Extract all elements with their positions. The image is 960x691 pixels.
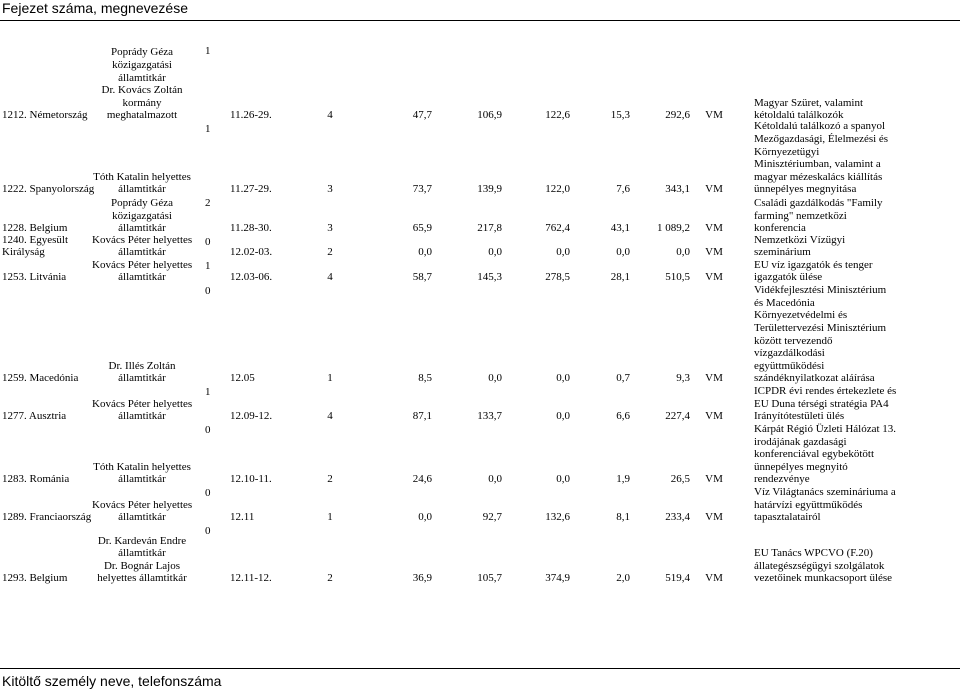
- value-3: 374,9: [545, 572, 570, 585]
- value-3: 122,0: [545, 183, 570, 196]
- value-5: 227,4: [665, 410, 690, 423]
- person-cell: [92, 461, 192, 486]
- note-cell-line: konferenciával egybekötött: [754, 448, 875, 461]
- note-cell-line: igazgatók ülése: [754, 271, 823, 284]
- note-cell: [754, 284, 958, 385]
- trip-count: 0: [205, 285, 211, 297]
- value-5: 0,0: [676, 246, 690, 259]
- note-cell-line: Minisztériumban, valamint a: [754, 158, 881, 171]
- country-cell: 1228. Belgium: [2, 222, 68, 235]
- value-2: 106,9: [477, 109, 502, 122]
- trip-count: 1: [205, 386, 211, 398]
- type-cell: VM: [705, 222, 723, 235]
- date-cell: 12.03-06.: [230, 271, 273, 284]
- type-cell: VM: [705, 511, 723, 524]
- person-cell: [92, 234, 192, 259]
- value-2: 145,3: [477, 271, 502, 284]
- value-4: 28,1: [610, 271, 630, 284]
- type-cell: VM: [705, 109, 723, 122]
- person-cell: [92, 46, 192, 122]
- value-5: 292,6: [665, 109, 690, 122]
- note-cell-line: Magyar Szüret, valamint: [754, 96, 864, 109]
- person-cell-line: kormány: [122, 96, 162, 109]
- person-cell: [92, 197, 192, 235]
- days-cell: 4: [327, 271, 333, 284]
- value-4: 15,3: [610, 109, 630, 122]
- date-cell: 12.02-03.: [230, 246, 273, 259]
- value-3: 0,0: [556, 473, 570, 486]
- note-cell-line: konferencia: [754, 222, 806, 235]
- days-cell: 2: [327, 473, 333, 486]
- note-cell-line: Családi gazdálkodás "Family: [754, 197, 883, 210]
- country-cell: 1293. Belgium: [2, 572, 68, 585]
- note-cell: [754, 486, 958, 524]
- note-cell-line: vezetőinek munkacsoport ülése: [754, 572, 893, 585]
- note-cell-line: EU Tanács WPCVO (F.20): [754, 547, 873, 560]
- days-cell: 1: [327, 372, 333, 385]
- date-cell: 12.11: [230, 511, 255, 524]
- type-cell: VM: [705, 183, 723, 196]
- country-cell-line: 1240. Egyesült: [2, 233, 68, 246]
- value-3: 278,5: [545, 271, 570, 284]
- person-cell-line: közigazgatási: [112, 58, 172, 71]
- note-cell-line: Nemzetközi Vízügyi: [754, 233, 846, 246]
- country-cell: 1277. Ausztria: [2, 410, 67, 423]
- person-cell-line: államtitkár: [118, 71, 166, 84]
- note-cell-line: együttműködési: [754, 359, 825, 372]
- note-cell-line: kétoldalú találkozók: [754, 109, 844, 122]
- value-2: 92,7: [482, 511, 502, 524]
- country-cell: [2, 234, 92, 259]
- country-cell: 1259. Macedónia: [2, 372, 79, 385]
- value-2: 0,0: [488, 246, 502, 259]
- note-cell-line: EU Duna térségi stratégia PA4: [754, 397, 889, 410]
- value-1: 8,5: [418, 372, 432, 385]
- note-cell-line: Mezőgazdasági, Élelmezési és: [754, 132, 889, 145]
- value-3: 132,6: [545, 511, 570, 524]
- person-cell-line: Poprády Géza: [110, 197, 173, 210]
- note-cell-line: Víz Világtanács szemináriuma a: [754, 486, 896, 499]
- person-cell-line: meghatalmazott: [106, 109, 178, 122]
- note-cell-line: farming" nemzetközi: [754, 209, 847, 222]
- days-cell: 2: [327, 246, 333, 259]
- value-2: 0,0: [488, 372, 502, 385]
- value-5: 233,4: [665, 511, 690, 524]
- person-cell-line: Kovács Péter helyettes: [92, 498, 193, 511]
- person-cell-line: Dr. Bognár Lajos: [103, 559, 181, 572]
- date-cell: 12.10-11.: [230, 473, 272, 486]
- value-1: 0,0: [418, 246, 432, 259]
- value-1: 87,1: [412, 410, 432, 423]
- person-cell: [92, 535, 192, 585]
- note-cell-line: Környezetügyi: [754, 145, 820, 158]
- type-cell: VM: [705, 372, 723, 385]
- note-cell: [754, 197, 958, 235]
- trip-count: 1: [205, 123, 211, 135]
- note-cell-line: Vidékfejlesztési Minisztérium: [754, 284, 887, 297]
- trip-count: 0: [205, 487, 211, 499]
- country-cell: 1253. Litvánia: [2, 271, 67, 284]
- type-cell: VM: [705, 410, 723, 423]
- country-cell: 1289. Franciaország: [2, 511, 92, 524]
- value-1: 65,9: [412, 222, 432, 235]
- note-cell-line: határvízi együttműködés: [754, 498, 863, 511]
- person-cell-line: Dr. Kovács Zoltán: [101, 84, 183, 97]
- trip-count: 0: [205, 424, 211, 436]
- note-cell-line: tapasztalatairól: [754, 511, 821, 524]
- footer-label: Kitöltő személy neve, telefonszáma: [2, 673, 222, 689]
- person-cell-line: Tóth Katalin helyettes: [93, 460, 191, 473]
- person-cell: [92, 360, 192, 385]
- value-2: 105,7: [477, 572, 502, 585]
- value-1: 47,7: [412, 109, 432, 122]
- type-cell: VM: [705, 246, 723, 259]
- person-cell-line: Dr. Kardeván Endre: [97, 534, 187, 547]
- value-2: 217,8: [477, 222, 502, 235]
- trip-count: 0: [205, 236, 211, 248]
- value-5: 26,5: [670, 473, 690, 486]
- person-cell-line: helyettes államtitkár: [97, 572, 187, 585]
- value-3: 0,0: [556, 246, 570, 259]
- date-cell: 12.09-12.: [230, 410, 273, 423]
- note-cell: [754, 547, 958, 585]
- person-cell-line: államtitkár: [118, 372, 166, 385]
- country-cell: 1222. Spanyolország: [2, 183, 95, 196]
- note-cell-line: ünnepélyes megnyitó: [754, 460, 848, 473]
- date-cell: 12.11-12.: [230, 572, 272, 585]
- note-cell-line: szándéknyilatkozat aláírása: [754, 372, 875, 385]
- page-title: Fejezet száma, megnevezése: [2, 0, 188, 16]
- note-cell: [754, 120, 958, 196]
- date-cell: 11.27-29.: [230, 183, 272, 196]
- person-cell-line: államtitkár: [118, 511, 166, 524]
- person-cell-line: államtitkár: [118, 473, 166, 486]
- note-cell-line: EU víz igazgatók és tenger: [754, 258, 873, 271]
- value-5: 9,3: [676, 372, 690, 385]
- value-2: 0,0: [488, 473, 502, 486]
- type-cell: VM: [705, 473, 723, 486]
- value-2: 133,7: [477, 410, 502, 423]
- person-cell-line: Kovács Péter helyettes: [92, 397, 193, 410]
- note-cell-line: Területtervezési Minisztérium: [754, 321, 887, 334]
- trip-count: 2: [205, 197, 211, 209]
- value-1: 0,0: [418, 511, 432, 524]
- person-cell-line: közigazgatási: [112, 209, 172, 222]
- note-cell-line: Kárpát Régió Üzleti Hálózat 13.: [754, 423, 897, 435]
- value-3: 0,0: [556, 410, 570, 423]
- value-1: 73,7: [412, 183, 432, 196]
- note-cell-line: és Macedónia: [754, 296, 815, 309]
- days-cell: 1: [327, 511, 333, 524]
- person-cell-line: államtitkár: [118, 547, 166, 560]
- country-cell-line: Királyság: [2, 246, 45, 259]
- note-cell: [754, 259, 958, 284]
- value-5: 519,4: [665, 572, 690, 585]
- note-cell: [754, 385, 958, 423]
- person-cell-line: államtitkár: [118, 246, 166, 259]
- person-cell-line: államtitkár: [118, 271, 166, 284]
- value-5: 510,5: [665, 271, 690, 284]
- country-cell: 1212. Németország: [2, 109, 88, 122]
- days-cell: 4: [327, 410, 333, 423]
- value-5: 1 089,2: [657, 222, 690, 235]
- value-1: 58,7: [412, 271, 432, 284]
- days-cell: 3: [327, 222, 333, 235]
- person-cell-line: államtitkár: [118, 410, 166, 423]
- note-cell-line: között tervezendő: [754, 334, 833, 347]
- country-cell: 1283. Románia: [2, 473, 70, 486]
- trip-count: 1: [205, 45, 211, 57]
- note-cell-line: rendezvénye: [754, 473, 810, 486]
- note-cell-line: Irányítótestületi ülés: [754, 410, 845, 423]
- note-cell: [754, 234, 958, 259]
- value-4: 8,1: [616, 511, 630, 524]
- value-2: 139,9: [477, 183, 502, 196]
- date-cell: 11.28-30.: [230, 222, 272, 235]
- note-cell: [754, 97, 958, 122]
- person-cell-line: államtitkár: [118, 222, 166, 235]
- value-4: 7,6: [616, 183, 630, 196]
- value-3: 0,0: [556, 372, 570, 385]
- type-cell: VM: [705, 572, 723, 585]
- value-4: 0,7: [616, 372, 630, 385]
- type-cell: VM: [705, 271, 723, 284]
- note-cell-line: ünnepélyes megnyitása: [754, 183, 857, 196]
- value-4: 1,9: [616, 473, 630, 486]
- note-cell-line: Kétoldalú találkozó a spanyol: [754, 120, 886, 133]
- note-cell-line: ICPDR évi rendes értekezlete és: [754, 385, 897, 398]
- date-cell: 12.05: [230, 372, 255, 385]
- value-4: 43,1: [610, 222, 630, 235]
- note-cell-line: Környezetvédelmi és: [754, 309, 848, 322]
- note-cell-line: állategészségügyi szolgálatok: [754, 559, 885, 572]
- person-cell-line: Tóth Katalin helyettes: [93, 170, 191, 183]
- trip-count: 1: [205, 260, 211, 272]
- person-cell-line: Poprády Géza: [110, 46, 173, 59]
- person-cell: [92, 398, 192, 423]
- note-cell: [754, 423, 958, 486]
- days-cell: 3: [327, 183, 333, 196]
- date-cell: 11.26-29.: [230, 109, 272, 122]
- value-3: 762,4: [545, 222, 570, 235]
- person-cell-line: Kovács Péter helyettes: [92, 258, 193, 271]
- person-cell: [92, 259, 192, 284]
- trip-count: 0: [205, 525, 211, 537]
- person-cell: [92, 499, 192, 524]
- days-cell: 4: [327, 109, 333, 122]
- value-3: 122,6: [545, 109, 570, 122]
- note-cell-line: irodájának gazdasági: [754, 435, 847, 448]
- value-1: 36,9: [412, 572, 432, 585]
- value-1: 24,6: [412, 473, 432, 486]
- person-cell-line: Kovács Péter helyettes: [92, 233, 193, 246]
- value-4: 0,0: [616, 246, 630, 259]
- person-cell-line: államtitkár: [118, 183, 166, 196]
- person-cell-line: Dr. Illés Zoltán: [108, 359, 176, 372]
- note-cell-line: vízgazdálkodási: [754, 347, 825, 360]
- value-5: 343,1: [665, 183, 690, 196]
- footer-divider: [0, 668, 960, 669]
- note-cell-line: szeminárium: [754, 246, 811, 259]
- note-cell-line: magyar mézeskalács kiállítás: [754, 170, 883, 183]
- top-divider: [0, 20, 960, 21]
- value-4: 6,6: [616, 410, 630, 423]
- person-cell: [92, 171, 192, 196]
- value-4: 2,0: [616, 572, 630, 585]
- days-cell: 2: [327, 572, 333, 585]
